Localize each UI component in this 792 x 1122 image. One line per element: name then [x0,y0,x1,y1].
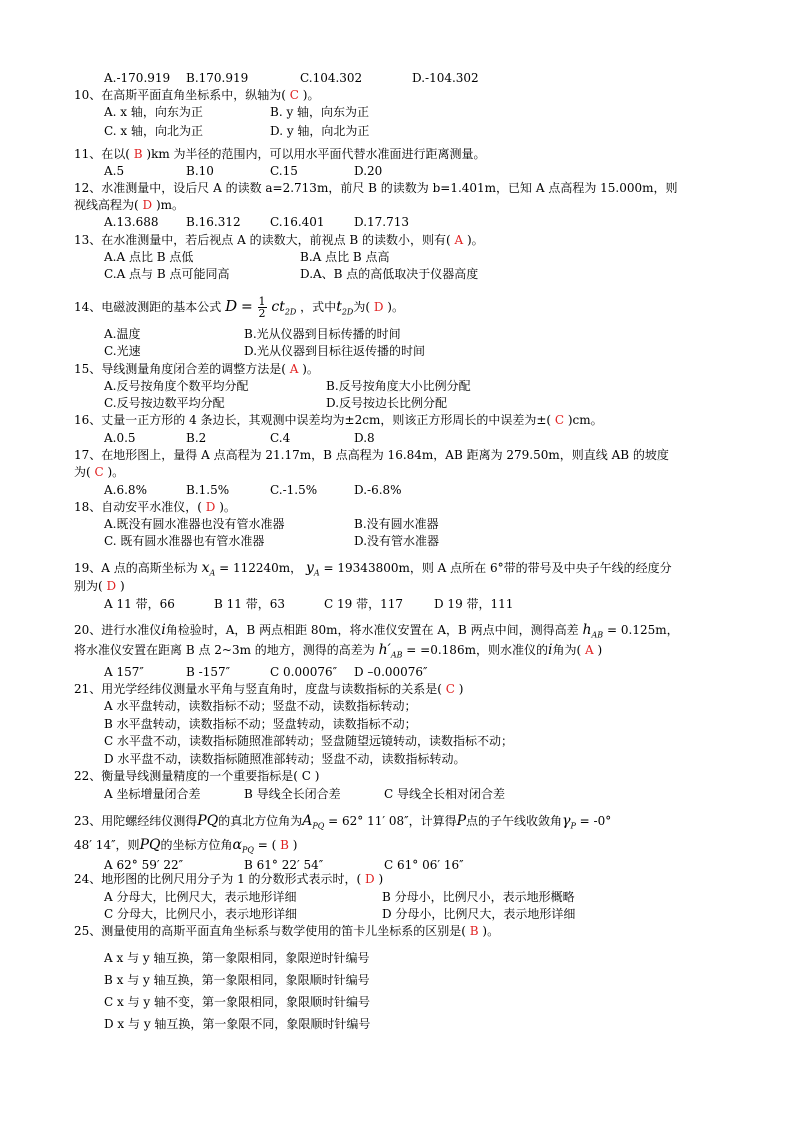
answer-l25: B [465,924,483,938]
q14-fraction-den: 2 [258,307,266,320]
text-line-l21d [104,751,465,767]
text-line-l16 [74,412,603,428]
answer-l15: A [285,362,303,376]
text-line-l21c [104,733,513,749]
answer-l19b: D [102,579,120,593]
text-line-l12 [104,266,704,282]
text-line-l16a [104,430,704,446]
q14-answer: D [370,300,388,314]
text-l21-0: 21、用光学经纬仪测量水平角与竖直角时，度盘与读数指标的关系是( [74,682,442,696]
option-l24b-0: C 分母大，比例尺小，表示地形详细 [104,907,297,921]
text-l18-2: )。 [219,500,236,514]
answer-l02: C [285,88,303,102]
q20-var-hprime: h′ [378,642,391,658]
text-line-l14a [104,326,704,342]
text-l16-2: )cm。 [567,413,603,427]
q20-sub-ab-2: AB [390,650,403,660]
q20-l2b: = =0.186m，则水准仪的 [406,643,548,657]
q23-sub-pq-2: PQ [241,845,254,855]
option-l12-1: D.A、B 点的高低取决于仪器高度 [300,267,479,281]
q14-mid: ，式中 [300,300,337,314]
q19-var-x: x [201,560,210,576]
text-line-l17 [74,447,669,463]
text-l25b-0: B x 与 y 轴互换，第一象限相同，象限顺时针编号 [104,973,370,987]
option-l06-3: D.20 [354,164,383,178]
answer-l08: D [138,198,156,212]
q20-answer: A [581,643,598,657]
option-l14b-0: C.光速 [104,344,141,358]
text-line-l02 [74,87,319,103]
text-l21c-0: C 水平盘不动，读数指标随照准部转动；竖盘随望远镜转动，读数指标不动； [104,734,513,748]
q20-option-c: C 0.00076″ [270,665,338,679]
option-l19a-1: B 11 带，63 [214,597,285,611]
option-l15a-1: B.反号按角度大小比例分配 [326,379,471,393]
answer-l17b: C [90,465,108,479]
q20-var-i-2: i [547,642,553,658]
q23-option-c: C 61° 06′ 16″ [384,858,464,872]
text-line-l19a [104,596,704,612]
text-l21b-0: B 水平盘转动，读数指标不动；竖盘转动，读数指标不动； [104,717,417,731]
text-line-l05 [74,146,486,162]
q19-eq1: = 112240m， [219,561,303,575]
option-l16a-1: B.2 [186,431,207,445]
option-l16a-3: D.8 [354,431,375,445]
option-l01-3: D.-104.302 [412,71,479,85]
option-l04-1: D. y 轴，向北为正 [270,124,370,138]
q23-option-b: B 61° 22′ 54″ [244,858,324,872]
option-l11-0: A.A 点比 B 点低 [104,250,194,264]
text-line-l21b [104,716,417,732]
option-l06-2: C.15 [270,164,298,178]
answer-l16: C [551,413,568,427]
text-l02-2: )。 [302,88,320,102]
answer-l24: D [361,872,379,886]
text-l25c-0: C x 与 y 轴不变，第一象限相同，象限顺时针编号 [104,995,370,1009]
text-line-l19b [74,578,125,594]
question-20-options [104,664,504,680]
text-line-l03 [104,104,704,120]
text-line-l25b [104,972,370,988]
text-l10-0: 13、在水准测量中，若后视点 A 的读数大，前视点 B 的读数小，则有( [74,233,451,247]
q23-sub-p: P [570,821,576,831]
option-l18a-0: A.既没有圆水准器也没有管水准器 [104,517,285,531]
option-l15b-0: C.反号按边数平均分配 [104,396,225,410]
answer-l18: D [201,500,220,514]
option-l03-1: B. y 轴，向东为正 [270,105,370,119]
q19-var-y: y [306,560,314,576]
text-line-l01 [104,70,704,86]
q23-var-pq-2: PQ [139,837,161,853]
q23-l2a: 48′ 14″，则 [74,838,140,852]
text-line-l18a [104,516,704,532]
q23-l2c: = ( [257,838,277,852]
text-line-l09 [104,214,704,230]
text-l25d-0: D x 与 y 轴互换，第一象限不同，象限顺时针编号 [104,1017,371,1031]
option-l24a-1: B 分母小，比例尺小，表示地形概略 [382,890,575,904]
text-l24-0: 24、地形图的比例尺用分子为 1 的分数形式表示时，( [74,872,362,886]
q23-l2d: ) [292,838,298,852]
text-line-l15a [104,378,704,394]
text-line-l25a [104,950,369,966]
text-l24-2: ) [378,872,384,886]
q19-eq2: = 19343800m，则 A 点所在 6°带的带号及中央子午线的经度分 [323,561,672,575]
q19-prefix: 19、A 点的高斯坐标为 [74,561,198,575]
text-line-l18b [104,533,704,549]
text-l17b-2: )。 [107,465,125,479]
option-l11-1: B.A 点比 B 点高 [300,250,390,264]
q20-l2a: 将水准仪安置在距离 B 点 2~3m 的地方，测得的高差为 [74,643,375,657]
text-line-l24b [104,906,704,922]
q23-var-gamma: γ [562,813,571,829]
text-l05-2: )km 为半径的范围内，可以用水平面代替水准面进行距离测量。 [146,147,486,161]
text-line-l25d [104,1016,370,1032]
option-l14a-0: A.温度 [104,327,141,341]
question-14-line [74,295,404,323]
option-l19a-3: D 19 带，111 [434,597,514,611]
q20-var-i: i [161,622,166,638]
q23-l1a: 23、用陀螺经纬仪测得 [74,814,198,828]
text-l10-2: )。 [467,233,484,247]
text-l19b-0: 别为( [74,579,103,593]
text-l21a-0: A 水平盘转动，读数指标不动；竖盘不动，读数指标转动； [104,699,417,713]
text-l08-2: )m。 [155,198,184,212]
q20-var-h: h [582,622,592,638]
text-line-l22a [104,786,704,802]
text-line-l18 [74,499,236,515]
text-l17b-0: 为( [74,465,91,479]
q23-l2b: 的坐标方位角 [160,838,233,852]
text-l21d-0: D 水平盘不动，读数指标随照准部转动；竖盘不动，读数指标转动。 [104,752,466,766]
option-l22a-2: C 导线全长相对闭合差 [384,787,505,801]
q14-sub-2d-b: 2D [341,307,354,317]
text-line-l21 [74,681,463,697]
q23-var-p: P [456,813,467,829]
q19-sub-a-2: A [313,568,320,578]
text-line-l25c [104,994,370,1010]
text-l25-0: 25、测量使用的高斯平面直角坐标系与数学使用的笛卡儿坐标系的区别是( [74,924,466,938]
question-23-line-1 [74,813,611,834]
option-l15a-0: A.反号按角度个数平均分配 [104,379,249,393]
q20-sub-ab: AB [591,630,604,640]
option-l22a-1: B 导线全长闭合差 [244,787,341,801]
text-l05-0: 11、在以( [74,147,130,161]
text-line-l25 [74,923,499,939]
option-l12-0: C.A 点与 B 点可能同高 [104,267,230,281]
q14-mid2: 为( [353,300,371,314]
q23-var-a: A [302,813,313,829]
text-line-l17b [74,464,124,480]
q14-var-ct: ct [271,299,285,315]
option-l16a-2: C.4 [270,431,291,445]
q20-option-a: A 157″ [104,665,144,679]
option-l06-0: A.5 [104,164,125,178]
text-l18-0: 18、自动安平水准仪，( [74,500,202,514]
option-l19a-2: C 19 带，117 [324,597,403,611]
text-line-l07 [74,180,678,196]
option-l01-2: C.104.302 [300,71,363,85]
q23-answer: B [276,838,293,852]
option-l09-0: A.13.688 [104,215,159,229]
option-l18b-1: D.没有管水准器 [354,534,440,548]
option-l16a-0: A.0.5 [104,431,136,445]
q23-sub-pq: PQ [312,821,325,831]
q23-l1b: 的真北方位角为 [218,814,303,828]
q14-suffix: )。 [387,300,404,314]
text-l25-2: )。 [482,924,500,938]
option-l17a-2: C.-1.5% [270,483,318,497]
option-l04-0: C. x 轴，向北为正 [104,124,203,138]
q23-var-alpha: α [232,837,242,853]
answer-l21: C [441,682,459,696]
text-l07-0: 12、水准测量中，设后尺 A 的读数 a=2.713m，前尺 B 的读数为 b=1.401m，已知 A 点高程为 15.000m，则 [74,181,678,195]
option-l01-1: B.170.919 [186,71,249,85]
option-l06-1: B.10 [186,164,214,178]
q14-prefix: 14、电磁波测距的基本公式 [74,300,222,314]
q20-l2c: 角为( [552,643,582,657]
q14-var-t: t [336,299,342,315]
text-line-l08 [74,197,184,213]
option-l09-2: C.16.401 [270,215,325,229]
question-20-line-1 [74,622,679,643]
text-l08-0: 视线高程为( [74,198,139,212]
text-l19b-2: ) [119,579,125,593]
text-line-l10 [74,232,484,248]
question-23-line-2 [74,837,297,858]
q14-fraction [258,296,267,319]
text-l17-0: 17、在地形图上，量得 A 点高程为 21.17m，B 点高程为 16.84m，AB 距离为 279.50m，则直线 AB 的坡度 [74,448,669,462]
text-line-l21a [104,698,416,714]
answer-l10: A [450,233,467,247]
q14-eq: = [240,299,253,315]
question-20-line-2 [74,642,602,663]
text-line-l11 [104,249,704,265]
option-l17a-0: A.6.8% [104,483,147,497]
q20-l1c: = 0.125m， [607,623,679,637]
text-line-l15 [74,361,319,377]
option-l09-1: B.16.312 [186,215,241,229]
text-line-l04 [104,123,704,139]
q19-sub-a: A [209,568,216,578]
text-l16-0: 16、丈量一正方形的 4 条边长，其观测中误差均为±2cm，则该正方形周长的中误差为±( [74,413,552,427]
option-l24b-1: D 分母小，比例尺大，表示地形详细 [382,907,576,921]
option-l17a-1: B.1.5% [186,483,230,497]
option-l18a-1: B.没有圆水准器 [354,517,439,531]
q14-sub-2d: 2D [284,307,297,317]
option-l14a-1: B.光从仪器到目标传播的时间 [244,327,401,341]
option-l15b-1: D.反号按边长比例分配 [326,396,448,410]
option-l19a-0: A 11 带，66 [104,597,175,611]
option-l17a-3: D.-6.8% [354,483,402,497]
text-l15-0: 15、导线测量角度闭合差的调整方法是( [74,362,286,376]
question-19-line [74,560,672,581]
q20-l1a: 20、进行水准仪 [74,623,162,637]
q20-option-d: D –0.00076″ [354,665,428,679]
q23-l1e: = -0° [579,814,612,828]
option-l03-0: A. x 轴，向东为正 [104,105,203,119]
option-l01-0: A.-170.919 [104,71,171,85]
q20-l1b: 角检验时，A，B 两点相距 80m，将水准仪安置在 A，B 两点中间，测得高差 [165,623,579,637]
option-l14b-1: D.光从仪器到目标往返传播的时间 [244,344,426,358]
answer-l05: B [129,147,147,161]
text-line-l14b [104,343,704,359]
text-l21-2: ) [458,682,464,696]
q20-l2d: ) [597,643,603,657]
option-l22a-0: A 坐标增量闭合差 [104,787,201,801]
text-line-l22 [74,768,319,784]
text-l22-0: 22、衡量导线测量精度的一个重要指标是( C ) [74,769,320,783]
q23-var-pq: PQ [197,813,219,829]
option-l09-3: D.17.713 [354,215,409,229]
q14-var-d: D [225,297,238,315]
option-l18b-0: C. 既有圆水准器也有管水准器 [104,534,265,548]
option-l24a-0: A 分母大，比例尺大，表示地形详细 [104,890,297,904]
text-line-l06 [104,163,704,179]
text-line-l24a [104,889,704,905]
text-line-l17a [104,482,704,498]
q14-fraction-num: 1 [258,295,266,308]
text-l02-0: 10、在高斯平面直角坐标系中，纵轴为( [74,88,286,102]
text-line-l15b [104,395,704,411]
q23-l1d: 点的子午线收敛角 [466,814,563,828]
text-l25a-0: A x 与 y 轴互换，第一象限相同，象限逆时针编号 [104,951,370,965]
q23-option-a: A 62° 59′ 22″ [104,858,184,872]
q20-option-b: B -157″ [186,665,231,679]
q23-l1c: = 62° 11′ 08″，计算得 [328,814,457,828]
text-line-l24 [74,871,383,887]
text-l15-2: )。 [302,362,319,376]
